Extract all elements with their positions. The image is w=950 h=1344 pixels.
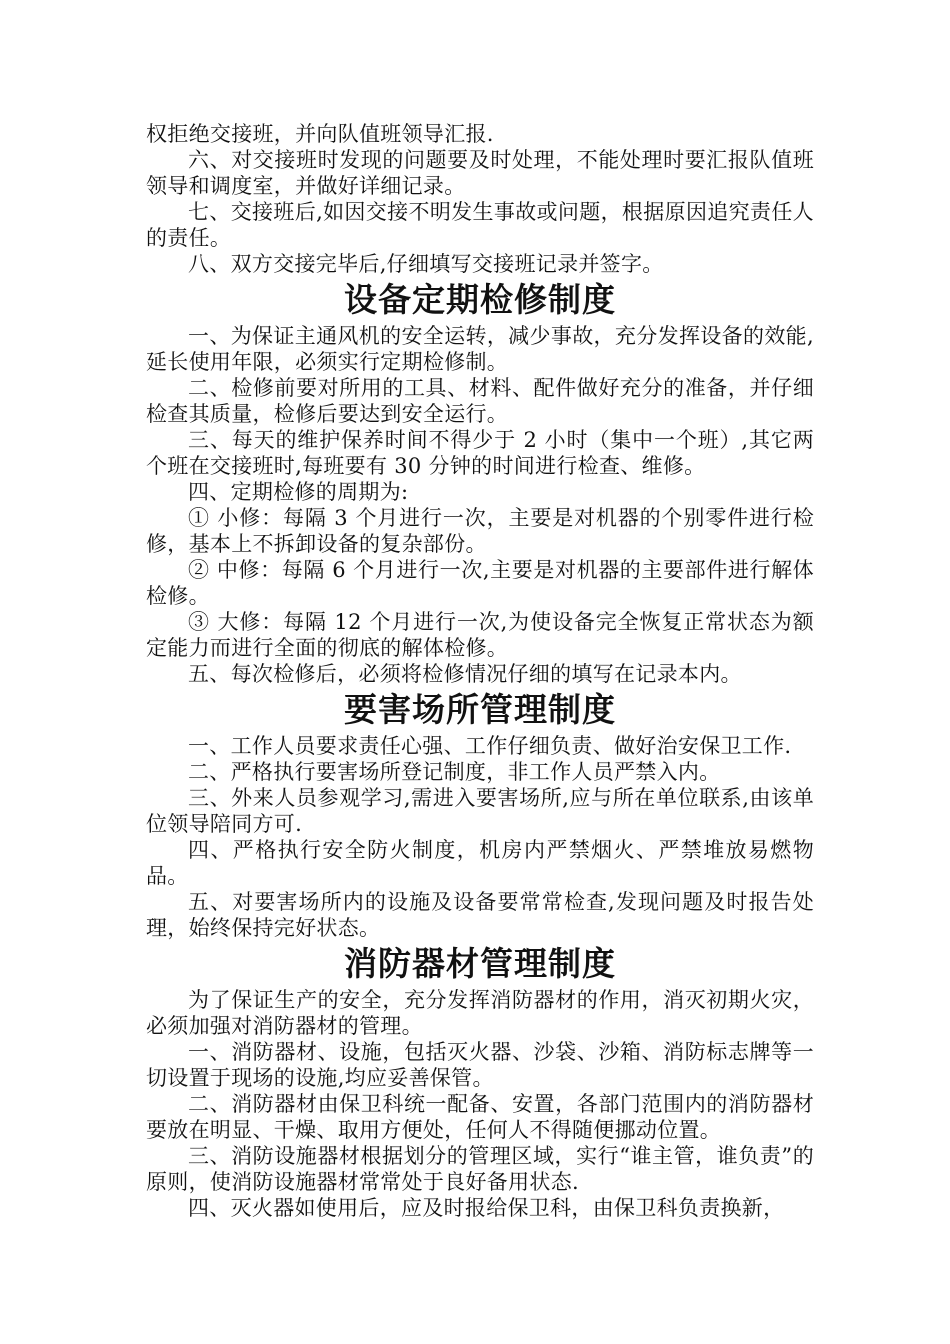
section-heading-fire-equipment: 消防器材管理制度 (344, 944, 616, 983)
paragraph-continuation: 权拒绝交接班，并向队值班领导汇报. (146, 122, 494, 146)
paragraph: 为了保证生产的安全，充分发挥消防器材的作用，消灭初期火灾，必须加强对消防器材的管理。 (146, 988, 814, 1038)
paragraph: 一、为保证主通风机的安全运转，减少事故，充分发挥设备的效能,延长使用年限，必须实行定期检修制。 (146, 324, 814, 374)
paragraph: 五、对要害场所内的设施及设备要常常检查,发现问题及时报告处理，始终保持完好状态。 (146, 890, 814, 940)
list-item-medium-repair: ② 中修：每隔 6 个月进行一次,主要是对机器的主要部件进行解体检修。 (146, 558, 814, 608)
paragraph: 二、检修前要对所用的工具、材料、配件做好充分的准备，并仔细检查其质量，检修后要达到安全运行。 (146, 376, 814, 426)
paragraph: 四、灭火器如使用后，应及时报给保卫科，由保卫科负责换新， (188, 1196, 785, 1220)
paragraph: 三、每天的维护保养时间不得少于 2 小时（集中一个班）,其它两个班在交接班时,每班要有 30 分钟的时间进行检查、维修。 (146, 428, 814, 478)
paragraph: 三、外来人员参观学习,需进入要害场所,应与所在单位联系,由该单位领导陪同方可. (146, 786, 814, 836)
paragraph: 三、消防设施器材根据划分的管理区域，实行“谁主管，谁负责”的原则，使消防设施器材常常处于良好备用状态. (146, 1144, 814, 1194)
paragraph: 四、严格执行安全防火制度，机房内严禁烟火、严禁堆放易燃物品。 (146, 838, 814, 888)
paragraph: 五、每次检修后，必须将检修情况仔细的填写在记录本内。 (188, 662, 742, 686)
paragraph: 六、对交接班时发现的问题要及时处理，不能处理时要汇报队值班领导和调度室，并做好详细记录。 (146, 148, 814, 198)
paragraph: 二、严格执行要害场所登记制度，非工作人员严禁入内。 (188, 760, 721, 784)
paragraph: 二、消防器材由保卫科统一配备、安置，各部门范围内的消防器材要放在明显、干燥、取用方便处，任何人不得随便挪动位置。 (146, 1092, 814, 1142)
list-item-minor-repair: ① 小修：每隔 3 个月进行一次，主要是对机器的个别零件进行检修，基本上不拆卸设备的复杂部份。 (146, 506, 814, 556)
document-page (146, 121, 814, 1221)
paragraph: 四、定期检修的周期为: (188, 480, 409, 504)
paragraph: 一、工作人员要求责任心强、工作仔细负责、做好治安保卫工作. (188, 734, 792, 758)
section-heading-key-places: 要害场所管理制度 (344, 690, 616, 729)
section-heading-equipment-maintenance: 设备定期检修制度 (344, 280, 616, 319)
paragraph: 一、消防器材、设施，包括灭火器、沙袋、沙箱、消防标志牌等一切设置于现场的设施,均应妥善保管。 (146, 1040, 814, 1090)
paragraph: 八、双方交接完毕后,仔细填写交接班记录并签字。 (188, 252, 664, 276)
list-item-major-repair: ③ 大修：每隔 12 个月进行一次,为使设备完全恢复正常状态为额定能力而进行全面的彻底的解体检修。 (146, 610, 814, 660)
paragraph: 七、交接班后,如因交接不明发生事故或问题，根据原因追究责任人的责任。 (146, 200, 814, 250)
